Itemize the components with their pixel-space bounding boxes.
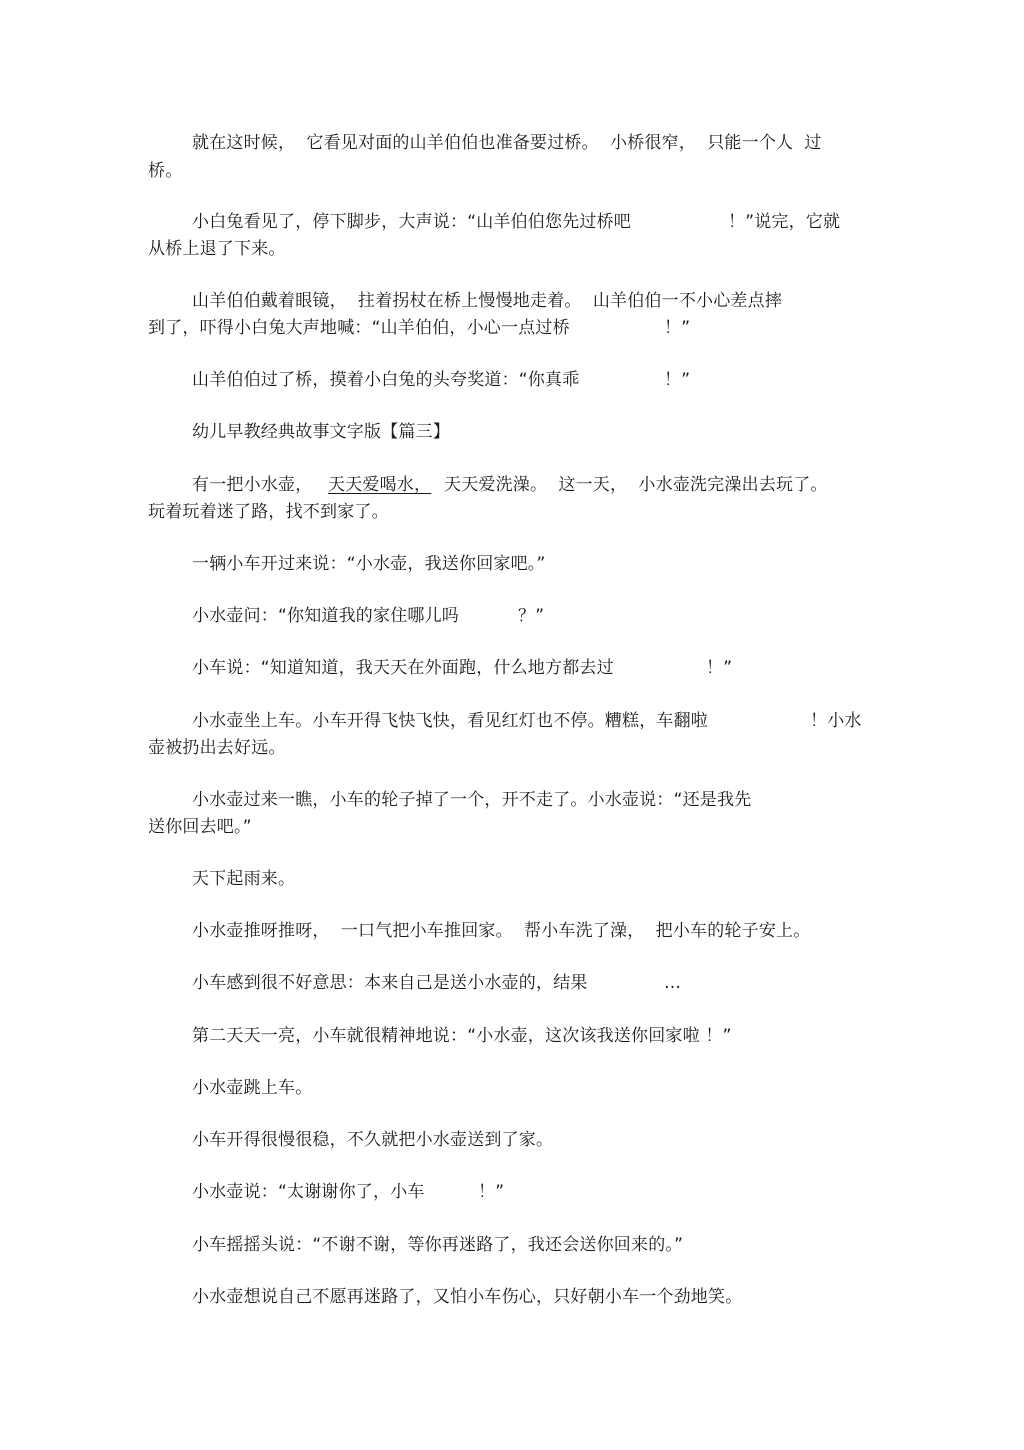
paragraph-line: 就在这时候， 它看见对面的山羊伯伯也准备要过桥。 小桥很窄， 只能一个人 过 [192, 133, 822, 153]
paragraph-line: 小水壶推呀推呀， 一口气把小车推回家。 帮小车洗了澡， 把小车的轮子安上。 [192, 921, 811, 941]
paragraph-line: 小白兔看见了，停下脚步，大声说：“山羊伯伯您先过桥吧 [192, 212, 632, 232]
paragraph-line: ！小水 [810, 711, 862, 731]
paragraph-line: 小水壶想说自己不愿再迷路了，又怕小车伤心，只好朝小车一个劲地笑。 [192, 1287, 743, 1307]
section-heading: 幼儿早教经典故事文字版【篇三】 [192, 422, 450, 442]
paragraph-line: 有一把小水壶， [192, 475, 313, 495]
paragraph-line: 玩着玩着迷了路，找不到家了。 [148, 502, 389, 522]
paragraph-line: ！” [478, 1182, 505, 1202]
paragraph-line: 小水壶问：“你知道我的家住哪儿吗 [192, 606, 460, 626]
paragraph-line: 天天爱洗澡。 这一天， 小水壶洗完澡出去玩了。 [444, 475, 828, 495]
paragraph-line: 壶被扔出去好远。 [148, 738, 286, 758]
paragraph-line: 山羊伯伯过了桥，摸着小白兔的头夸奖道：“你真乖 [192, 370, 580, 390]
paragraph-line: 桥。 [148, 161, 183, 181]
paragraph-line: 第二天天一亮，小车就很精神地说：“小水壶，这次该我送你回家啦 ！” [192, 1026, 732, 1046]
paragraph-line: 小车说：“知道知道，我天天在外面跑，什么地方都去过 [192, 658, 614, 678]
paragraph-line: 小车感到很不好意思：本来自己是送小水壶的，结果 [192, 973, 588, 993]
paragraph-line: 小水壶坐上车。小车开得飞快飞快，看见红灯也不停。糟糕，车翻啦 [192, 711, 708, 731]
paragraph-line: ？” [518, 606, 545, 626]
paragraph-line: 送你回去吧。” [148, 817, 252, 837]
underlined-phrase: 天天爱喝水， [328, 475, 432, 495]
paragraph-line: 一辆小车开过来说：“小水壶，我送你回家吧。” [192, 554, 546, 574]
paragraph-line: ！”说完，它就 [728, 212, 841, 232]
paragraph-line: 小水壶说：“太谢谢你了，小车 [192, 1182, 425, 1202]
paragraph-line: 天下起雨来。 [192, 869, 296, 889]
paragraph-line: … [664, 973, 682, 993]
paragraph-line: 小水壶过来一瞧，小车的轮子掉了一个，开不走了。小水壶说：“还是我先 [192, 790, 752, 810]
paragraph-line: ！” [664, 370, 691, 390]
paragraph-line: ！” [706, 658, 733, 678]
paragraph-line: 山羊伯伯戴着眼镜， 拄着拐杖在桥上慢慢地走着。 山羊伯伯一不小心差点摔 [192, 291, 783, 311]
paragraph-line: 小车摇摇头说：“不谢不谢，等你再迷路了，我还会送你回来的。” [192, 1235, 684, 1255]
paragraph-line: 小车开得很慢很稳，不久就把小水壶送到了家。 [192, 1130, 554, 1150]
paragraph-line: ！” [664, 318, 691, 338]
paragraph-line: 到了，吓得小白兔大声地喊：“山羊伯伯，小心一点过桥 [148, 318, 570, 338]
paragraph-line: 从桥上退了下来。 [148, 239, 286, 259]
paragraph-line: 小水壶跳上车。 [192, 1078, 313, 1098]
